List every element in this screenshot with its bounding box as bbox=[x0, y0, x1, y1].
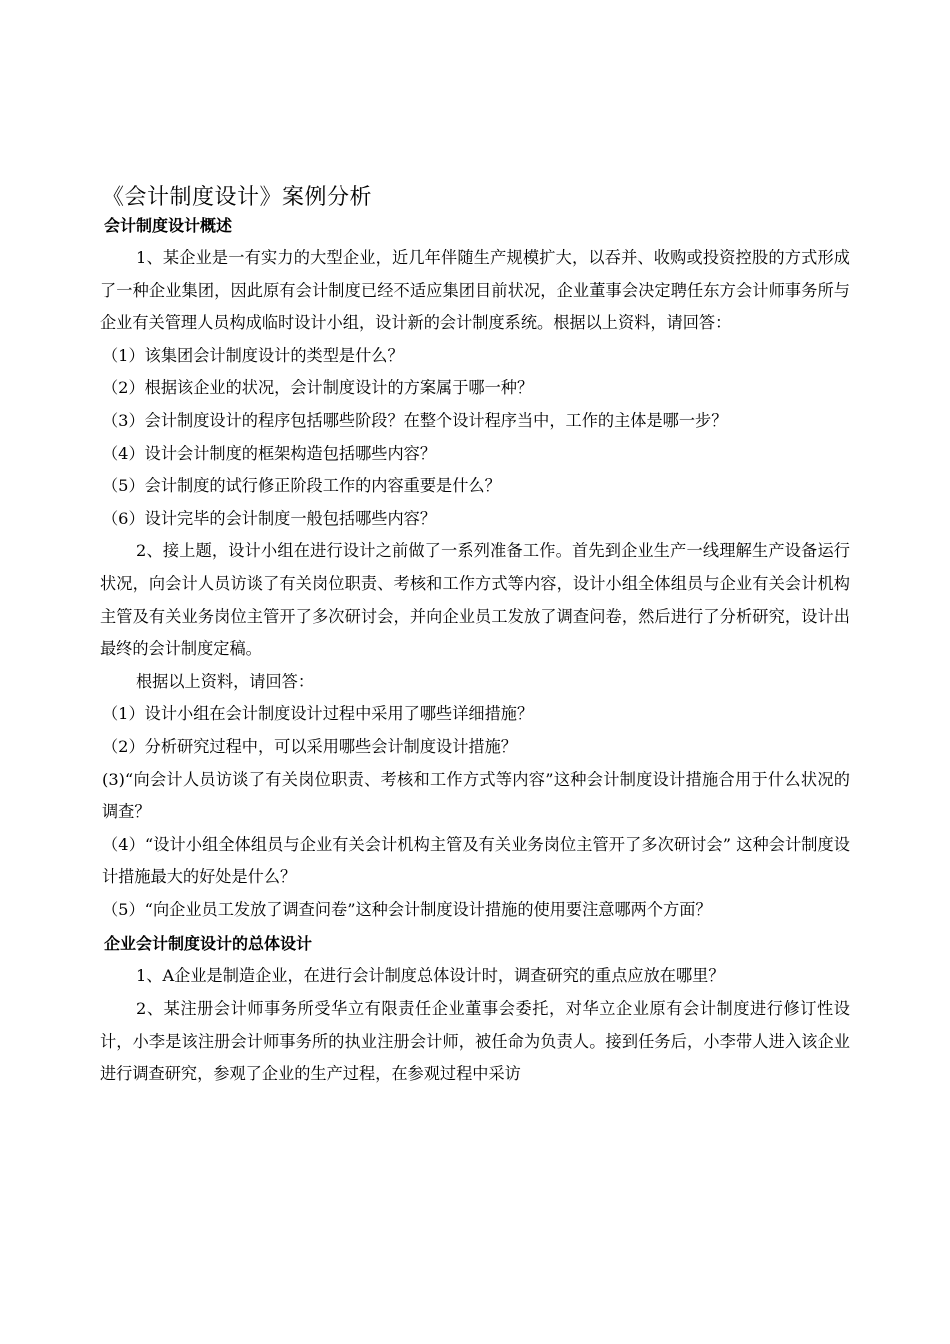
document-title: 《会计制度设计》案例分析 bbox=[102, 185, 373, 210]
case-2-question-1: （1）设计小组在会计制度设计过程中采用了哪些详细措施？ bbox=[102, 704, 534, 724]
section-heading-overview: 会计制度设计概述 bbox=[104, 216, 233, 235]
case-2-question-3: (3)“向会计人员访谈了有关岗位职责、考核和工作方式等内容”这种会计制度设计措施合用于什么状况的调查？ bbox=[102, 769, 850, 822]
case-1-question-2: （2）根据该企业的状况，会计制度设计的方案属于哪一种？ bbox=[102, 378, 534, 398]
case-2-intro: 2、接上题，设计小组在进行设计之前做了一系列准备工作。首先到企业生产一线理解生产设备运行状况，向会计人员访谈了有关岗位职责、考核和工作方式等内容，设计小组全体组员与企业有关会计机构主管及有关业务岗位主管开了多次研讨会，并向企业员工发放了调查问卷，然后进行了分析研究，设计出最终的会计制度定稿。 bbox=[100, 541, 850, 659]
case-1-question-1: （1）该集团会计制度设计的类型是什么？ bbox=[102, 345, 404, 365]
overall-design-paragraph-1: 1、A企业是制造企业，在进行会计制度总体设计时，调查研究的重点应放在哪里？ bbox=[136, 966, 725, 986]
overall-design-paragraph-2: 2、某注册会计师事务所受华立有限责任企业董事会委托，对华立企业原有会计制度进行修订性设计，小李是该注册会计师事务所的执业注册会计师，被任命为负责人。接到任务后，小李带人进入该企业进行调查研究，参观了企业的生产过程，在参观过程中采访 bbox=[100, 999, 850, 1084]
case-1-intro: 1、某企业是一有实力的大型企业，近几年伴随生产规模扩大，以吞并、收购或投资控股的方式形成了一种企业集团，因此原有会计制度已经不适应集团目前状况，企业董事会决定聘任东方会计师事务所与企业有关管理人员构成临时设计小组，设计新的会计制度系统。根据以上资料，请回答： bbox=[100, 248, 850, 333]
case-2-question-5: （5）“向企业员工发放了调查问卷”这种会计制度设计措施的使用要注意哪两个方面？ bbox=[102, 899, 712, 919]
case-1-question-3: （3）会计制度设计的程序包括哪些阶段？在整个设计程序当中，工作的主体是哪一步？ bbox=[102, 410, 728, 430]
case-1-question-4: （4）设计会计制度的框架构造包括哪些内容？ bbox=[102, 443, 437, 463]
section-heading-overall-design: 企业会计制度设计的总体设计 bbox=[104, 934, 313, 954]
case-2-prompt: 根据以上资料，请回答： bbox=[136, 671, 315, 691]
case-1-question-5: （5）会计制度的试行修正阶段工作的内容重要是什么？ bbox=[102, 476, 501, 496]
case-2-question-4: （4）“设计小组全体组员与企业有关会计机构主管及有关业务岗位主管开了多次研讨会” 这种会计制度设计措施最大的好处是什么？ bbox=[102, 834, 850, 887]
case-1-question-6: （6）设计完毕的会计制度一般包括哪些内容？ bbox=[102, 508, 437, 528]
case-2-question-2: （2）分析研究过程中，可以采用哪些会计制度设计措施？ bbox=[102, 736, 517, 756]
